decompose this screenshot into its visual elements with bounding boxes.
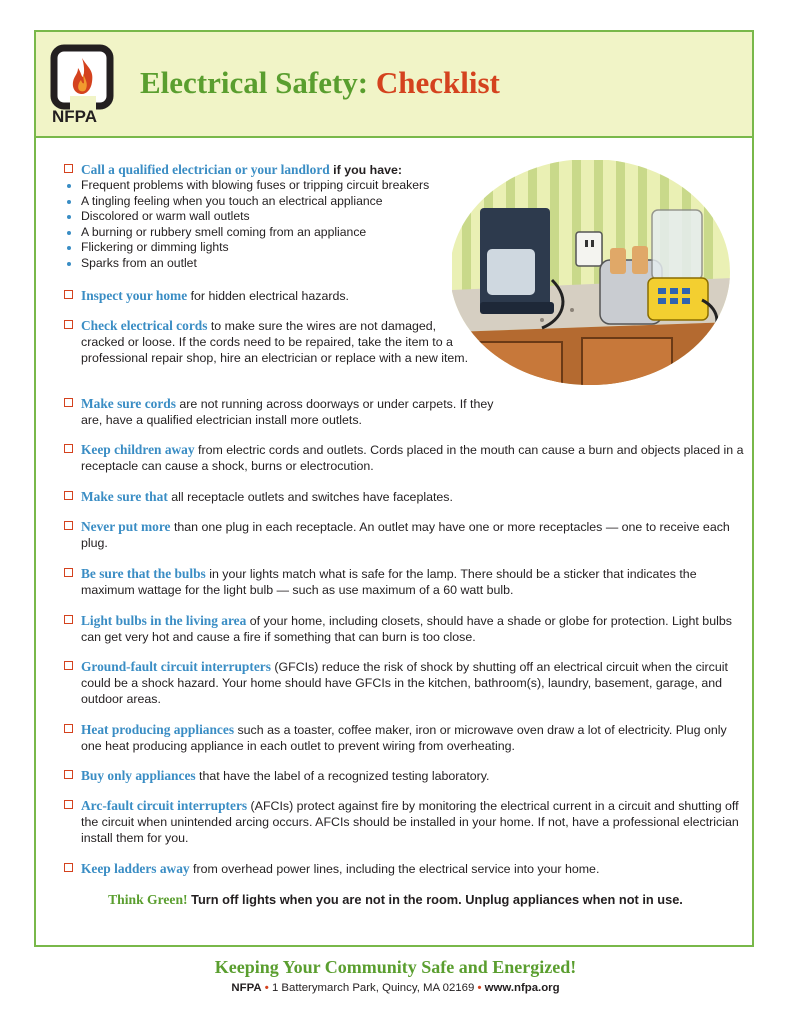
item-text: to make sure the wires are not damaged, cracked or loose. If the cords need to be repaired, take the item to a professional repair shop, hire an electrician or replace with a new item.: [81, 319, 469, 365]
think-green-note: [0, 892, 791, 908]
title-part2: Checklist: [375, 65, 500, 100]
separator-dot: •: [477, 982, 482, 994]
footer-street: 1 Batterymarch Park, Quincy, MA 02169: [271, 982, 475, 994]
bullet-item: Sparks from an outlet: [64, 256, 484, 272]
note-lead: Think Green!: [108, 892, 188, 907]
item-lead: Make sure that: [81, 489, 168, 504]
bullet-item: Discolored or warm wall outlets: [64, 209, 484, 225]
bullet-item: Flickering or dimming lights: [64, 240, 484, 256]
item-text: that have the label of a recognized testing laboratory.: [195, 769, 490, 783]
item-lead: Buy only appliances: [81, 768, 196, 783]
list-item: [64, 659, 744, 707]
item-text: are not running across doorways or under carpets. If they are, have a qualified electrician install more outlets.: [81, 397, 494, 427]
checkbox-icon: [64, 320, 73, 329]
nfpa-logo: [48, 44, 128, 124]
list-item: [64, 442, 744, 474]
list-item: [64, 519, 744, 551]
list-item: [64, 318, 474, 366]
item-lead: Never put more: [81, 519, 171, 534]
item-text: than one plug in each receptacle. An outlet may have one or more receptacles — one to receive each plug.: [81, 520, 730, 550]
list-item: [64, 566, 744, 598]
checkbox-icon: [64, 568, 73, 577]
item-text: if you have:: [329, 163, 403, 177]
item-text: from electric cords and outlets. Cords placed in the mouth can cause a burn and objects placed in a receptacle can cause a shock, burns or electrocution.: [81, 443, 744, 473]
checkbox-icon: [64, 290, 73, 299]
footer-address: [0, 982, 791, 994]
checkbox-icon: [64, 491, 73, 500]
checkbox-icon: [64, 800, 73, 809]
list-item: [64, 288, 484, 304]
list-item: [64, 162, 484, 271]
checkbox-icon: [64, 444, 73, 453]
list-item: [64, 861, 744, 877]
item-lead: Light bulbs in the living area: [81, 613, 247, 628]
list-item: [64, 722, 744, 754]
item-text: (AFCIs) protect against fire by monitoring the electrical current in a circuit and shutting off the circuit when unintended arcing occurs. AFCIs should be installed in your home. If not, have a professional electrician install them for you.: [81, 799, 739, 845]
kitchen-appliances-illustration: [452, 160, 732, 390]
bullet-item: Frequent problems with blowing fuses or tripping circuit breakers: [64, 178, 484, 194]
item-lead: Arc-fault circuit interrupters: [81, 798, 248, 813]
note-text: Turn off lights when you are not in the room. Unplug appliances when not in use.: [187, 892, 683, 907]
checkbox-icon: [64, 863, 73, 872]
item-lead: Inspect your home: [81, 288, 188, 303]
item-text: of your home, including closets, should have a shade or globe for protection. Light bulbs can get very hot and cause a fire if something that can burn is too close.: [81, 614, 732, 644]
item-text: all receptacle outlets and switches have faceplates.: [167, 490, 453, 504]
checkbox-icon: [64, 615, 73, 624]
checkbox-icon: [64, 521, 73, 530]
footer-org: NFPA: [231, 982, 262, 994]
separator-dot: •: [264, 982, 269, 994]
list-item: [64, 489, 744, 505]
item-text: in your lights match what is safe for the lamp. There should be a sticker that indicates the maximum wattage for the light bulb — such as use maximum of a 60 watt bulb.: [81, 567, 697, 597]
item-lead: Check electrical cords: [81, 318, 208, 333]
footer-slogan: Keeping Your Community Safe and Energized!: [214, 957, 577, 977]
list-item: [64, 396, 504, 428]
item-text: from overhead power lines, including the electrical service into your home.: [189, 862, 600, 876]
checkbox-icon: [64, 770, 73, 779]
checkbox-icon: [64, 724, 73, 733]
list-item: [64, 798, 744, 846]
page-title: [140, 65, 500, 101]
title-part1: Electrical Safety:: [140, 65, 376, 100]
item-lead: Call a qualified electrician or your landlord: [81, 162, 330, 177]
item-lead: Ground-fault circuit interrupters: [81, 659, 271, 674]
item-text: for hidden electrical hazards.: [187, 289, 349, 303]
item-lead: Heat producing appliances: [81, 722, 235, 737]
item-lead: Keep ladders away: [81, 861, 190, 876]
symptom-list: [64, 178, 484, 271]
checkbox-icon: [64, 398, 73, 407]
item-lead: Keep children away: [81, 442, 195, 457]
list-item: [64, 613, 744, 645]
item-lead: Be sure that the bulbs: [81, 566, 206, 581]
bullet-item: A tingling feeling when you touch an electrical appliance: [64, 194, 484, 210]
bullet-item: A burning or rubbery smell coming from an appliance: [64, 225, 484, 241]
header-band: [36, 32, 752, 138]
logo-text: NFPA: [52, 107, 98, 124]
footer-url[interactable]: www.nfpa.org: [484, 982, 560, 994]
item-text: (GFCIs) reduce the risk of shock by shutting off an electrical circuit when the circuit could be a shock hazard. Your home should have GFCIs in the kitchen, bathroom(s), laundry, basement, garage, and outdoor areas.: [81, 660, 728, 706]
item-text: such as a toaster, coffee maker, iron or microwave oven draw a lot of electricity. Plug only one heat producing appliance in each outlet to prevent wiring from overheating.: [81, 723, 727, 753]
checkbox-icon: [64, 661, 73, 670]
checkbox-icon: [64, 164, 73, 173]
list-item: [64, 768, 744, 784]
item-lead: Make sure cords: [81, 396, 176, 411]
